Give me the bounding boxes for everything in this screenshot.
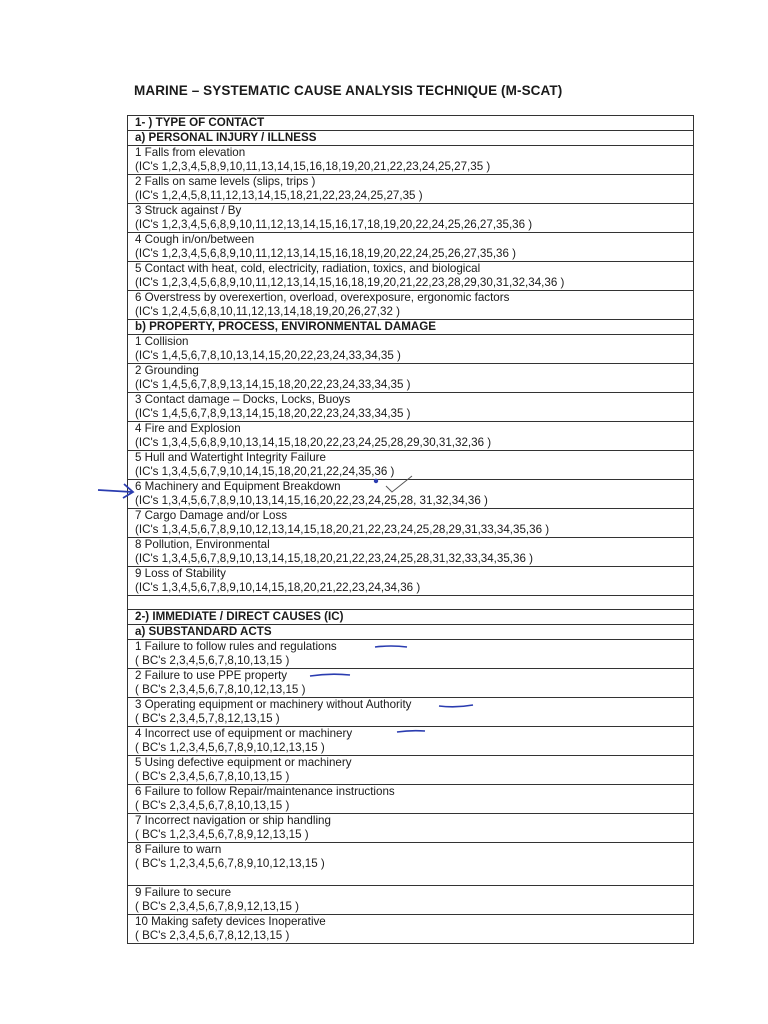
row-label: a) SUBSTANDARD ACTS	[135, 625, 272, 638]
page-title: MARINE – SYSTEMATIC CAUSE ANALYSIS TECHNIQUE (M-SCAT)	[134, 83, 563, 98]
table-row	[127, 262, 694, 291]
row-cause-codes: (IC's 1,3,4,5,6,7,8,9,10,13,14,15,16,20,22,23,24,25,28, 31,32,34,36 )	[135, 494, 488, 508]
table-row	[127, 843, 694, 886]
row-label: 5 Contact with heat, cold, electricity, radiation, toxics, and biological	[135, 262, 481, 275]
row-label: 2 Grounding	[135, 364, 199, 377]
row-label: 10 Making safety devices Inoperative	[135, 915, 326, 928]
table-row	[127, 233, 694, 262]
row-label: 3 Operating equipment or machinery without Authority	[135, 698, 412, 711]
row-cause-codes: (IC's 1,4,5,6,7,8,10,13,14,15,20,22,23,24,33,34,35 )	[135, 349, 401, 363]
table-row	[127, 669, 694, 698]
row-label: a) PERSONAL INJURY / ILLNESS	[135, 131, 317, 144]
row-label: 9 Loss of Stability	[135, 567, 226, 580]
row-cause-codes: ( BC's 2,3,4,5,6,7,8,10,13,15 )	[135, 654, 290, 668]
row-label: 1 Falls from elevation	[135, 146, 246, 159]
row-label: 9 Failure to secure	[135, 886, 232, 899]
row-cause-codes: ( BC's 1,2,3,4,5,6,7,8,9,10,12,13,15 )	[135, 857, 325, 871]
row-cause-codes: (IC's 1,3,4,5,6,7,8,9,10,12,13,14,15,18,20,21,22,23,24,25,28,29,31,33,34,35,36 )	[135, 523, 550, 537]
table-row	[127, 640, 694, 669]
spacer-row	[127, 596, 694, 610]
table-row	[127, 727, 694, 756]
section-header-row	[127, 625, 694, 640]
section-header-row	[127, 610, 694, 625]
row-cause-codes: (IC's 1,2,4,5,8,11,12,13,14,15,18,21,22,23,24,25,27,35 )	[135, 189, 423, 203]
row-label: 4 Cough in/on/between	[135, 233, 255, 246]
section-header-row	[127, 116, 694, 131]
row-cause-codes: (IC's 1,4,5,6,7,8,9,13,14,15,18,20,22,23,24,33,34,35 )	[135, 378, 411, 392]
table-row	[127, 204, 694, 233]
row-cause-codes: (IC's 1,3,4,5,6,8,9,10,13,14,15,18,20,22,23,24,25,28,29,30,31,32,36 )	[135, 436, 492, 450]
row-label: 8 Failure to warn	[135, 843, 222, 856]
row-label: 5 Hull and Watertight Integrity Failure	[135, 451, 326, 464]
table-row	[127, 915, 694, 944]
row-cause-codes: ( BC's 2,3,4,5,6,7,8,12,13,15 )	[135, 929, 290, 943]
row-label: 3 Contact damage – Docks, Locks, Buoys	[135, 393, 351, 406]
cause-analysis-table	[127, 115, 694, 944]
row-cause-codes: ( BC's 1,2,3,4,5,6,7,8,9,10,12,13,15 )	[135, 741, 325, 755]
row-label: b) PROPERTY, PROCESS, ENVIRONMENTAL DAMAGE	[135, 320, 437, 333]
row-label: 2 Falls on same levels (slips, trips )	[135, 175, 316, 188]
row-cause-codes: (IC's 1,2,3,4,5,6,8,9,10,11,12,13,14,15,16,18,19,20,21,22,23,28,29,30,31,32,34,36 )	[135, 276, 565, 290]
row-cause-codes: (IC's 1,2,4,5,6,8,10,11,12,13,14,18,19,20,26,27,32 )	[135, 305, 400, 319]
row-label: 4 Incorrect use of equipment or machinery	[135, 727, 353, 740]
row-cause-codes: ( BC's 1,2,3,4,5,6,7,8,9,12,13,15 )	[135, 828, 309, 842]
table-row	[127, 756, 694, 785]
row-label: 6 Overstress by overexertion, overload, overexposure, ergonomic factors	[135, 291, 510, 304]
row-label: 2 Failure to use PPE property	[135, 669, 288, 682]
row-cause-codes: (IC's 1,2,3,4,5,6,8,9,10,11,12,13,14,15,16,18,19,20,22,24,25,26,27,35,36 )	[135, 247, 517, 261]
table-row	[127, 538, 694, 567]
row-cause-codes: ( BC's 2,3,4,5,7,8,12,13,15 )	[135, 712, 280, 726]
row-label: 7 Cargo Damage and/or Loss	[135, 509, 288, 522]
table-row	[127, 291, 694, 320]
row-cause-codes: (IC's 1,2,3,4,5,6,8,9,10,11,12,13,14,15,16,17,18,19,20,22,24,25,26,27,35,36 )	[135, 218, 533, 232]
row-label: 6 Failure to follow Repair/maintenance instructions	[135, 785, 395, 798]
row-label: 1- ) TYPE OF CONTACT	[135, 116, 265, 129]
row-cause-codes: ( BC's 2,3,4,5,6,7,8,10,13,15 )	[135, 799, 290, 813]
table-row	[127, 146, 694, 175]
row-cause-codes: (IC's 1,4,5,6,7,8,9,13,14,15,18,20,22,23,24,33,34,35 )	[135, 407, 411, 421]
row-cause-codes: ( BC's 2,3,4,5,6,7,8,10,13,15 )	[135, 770, 290, 784]
table-row	[127, 509, 694, 538]
row-label: 8 Pollution, Environmental	[135, 538, 270, 551]
table-row	[127, 175, 694, 204]
table-row	[127, 422, 694, 451]
row-label: 6 Machinery and Equipment Breakdown	[135, 480, 341, 493]
row-label: 2-) IMMEDIATE / DIRECT CAUSES (IC)	[135, 610, 344, 623]
table-row	[127, 480, 694, 509]
row-cause-codes: (IC's 1,3,4,5,6,7,8,9,10,13,14,15,18,20,21,22,23,24,25,28,31,32,33,34,35,36 )	[135, 552, 534, 566]
row-label: 1 Failure to follow rules and regulations	[135, 640, 337, 653]
table-row	[127, 698, 694, 727]
row-cause-codes: (IC's 1,3,4,5,6,7,9,10,14,15,18,20,21,22,24,35,36 )	[135, 465, 395, 479]
table-row	[127, 335, 694, 364]
row-cause-codes: ( BC's 2,3,4,5,6,7,8,9,12,13,15 )	[135, 900, 299, 914]
table-row	[127, 785, 694, 814]
section-header-row	[127, 131, 694, 146]
table-row	[127, 393, 694, 422]
table-row	[127, 364, 694, 393]
section-header-row	[127, 320, 694, 335]
row-label: 4 Fire and Explosion	[135, 422, 241, 435]
row-label: 7 Incorrect navigation or ship handling	[135, 814, 331, 827]
row-label: 1 Collision	[135, 335, 189, 348]
row-cause-codes: (IC's 1,2,3,4,5,8,9,10,11,13,14,15,16,18,19,20,21,22,23,24,25,27,35 )	[135, 160, 491, 174]
table-row	[127, 886, 694, 915]
row-label: 5 Using defective equipment or machinery	[135, 756, 352, 769]
table-row	[127, 567, 694, 596]
table-row	[127, 451, 694, 480]
row-cause-codes: (IC's 1,3,4,5,6,7,8,9,10,14,15,18,20,21,22,23,24,34,36 )	[135, 581, 421, 595]
table-row	[127, 814, 694, 843]
row-label: 3 Struck against / By	[135, 204, 242, 217]
row-cause-codes: ( BC's 2,3,4,5,6,7,8,10,12,13,15 )	[135, 683, 306, 697]
